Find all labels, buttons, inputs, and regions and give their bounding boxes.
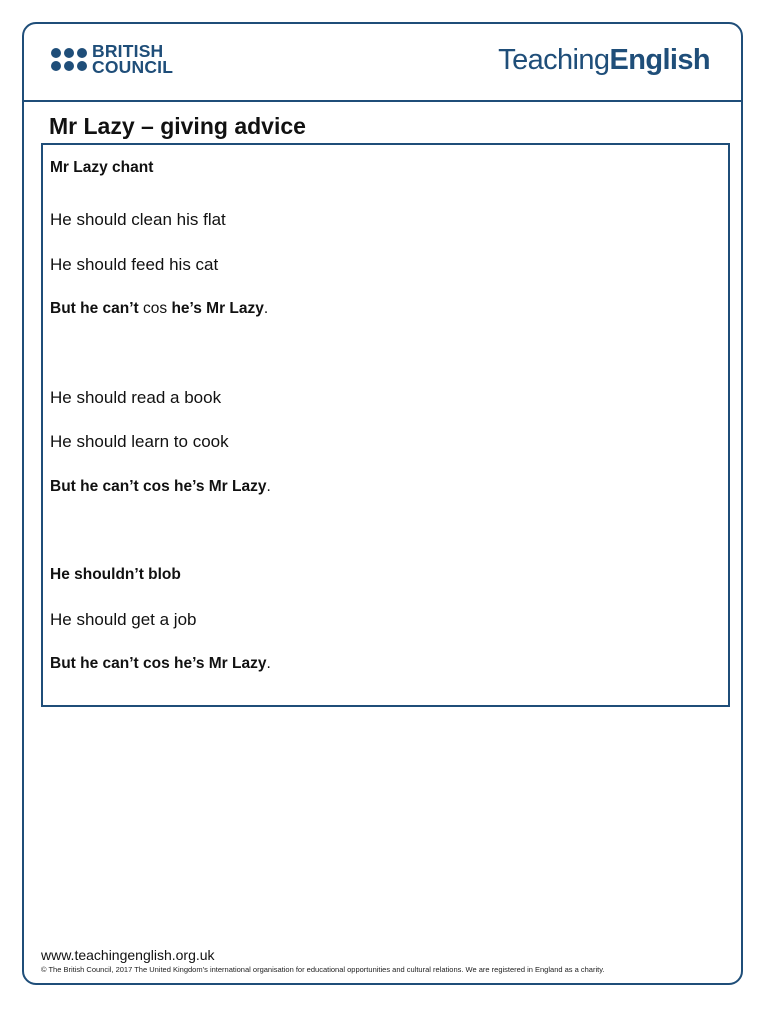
chant-line: He should feed his cat [50,255,219,274]
chant-heading: Mr Lazy chant [50,159,154,176]
chant-line: He shouldn’t blob [50,566,181,583]
teaching-english-logo: TeachingEnglish [498,44,710,76]
chant-line: He should get a job [50,610,197,629]
footer-copyright: © The British Council, 2017 The United Kingdom’s international organisation for educational opportunities and cultural relations. We are registered in England as a charity. [41,965,605,974]
chant-refrain: But he can’t cos he’s Mr Lazy. [50,655,271,672]
british-council-logo [51,43,173,75]
footer-website-link[interactable]: www.teachingenglish.org.uk [41,947,215,963]
chant-refrain: But he can’t cos he’s Mr Lazy. [50,300,269,317]
page-title: Mr Lazy – giving advice [49,113,306,139]
chant-line: He should learn to cook [50,432,229,451]
chant-refrain: But he can’t cos he’s Mr Lazy. [50,478,271,495]
chant-line: He should clean his flat [50,210,226,229]
british-council-wordmark: BRITISH COUNCIL [92,41,174,77]
chant-line: He should read a book [50,388,222,407]
header-divider [22,100,743,102]
british-council-dots-icon [51,48,87,71]
